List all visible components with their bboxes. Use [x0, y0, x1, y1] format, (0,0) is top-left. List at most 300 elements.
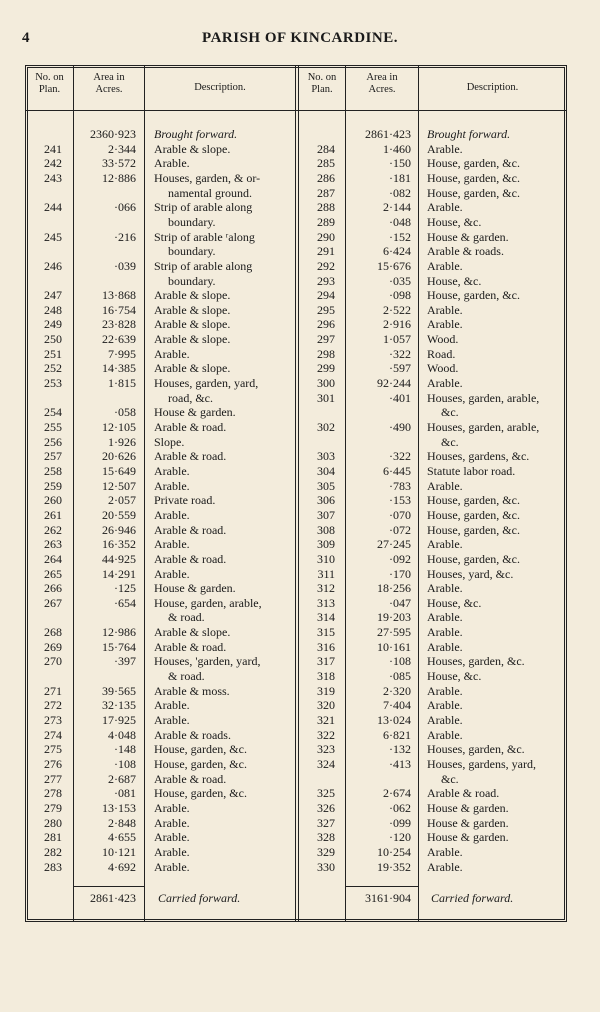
- description: Arable & road.: [154, 522, 227, 537]
- plan-number: 269: [44, 639, 62, 654]
- area-acres: 15·649: [102, 463, 136, 478]
- brought-forward-area: 2861·423: [365, 127, 411, 141]
- area-acres: 4·692: [108, 859, 136, 874]
- description: House, garden, &c.: [427, 493, 520, 508]
- plan-number: 244: [44, 200, 62, 215]
- area-acres: ·120: [389, 830, 411, 845]
- area-acres: 6·821: [383, 727, 411, 742]
- plan-number: 267: [44, 595, 62, 610]
- description: Private road.: [154, 493, 216, 508]
- carried-forward-label: Carried forward.: [158, 891, 241, 905]
- description: House & garden.: [154, 581, 236, 596]
- plan-number: 288: [317, 200, 335, 215]
- plan-number: 277: [44, 771, 62, 786]
- area-acres: ·783: [389, 478, 411, 493]
- plan-number: 270: [44, 654, 62, 669]
- plan-number: 265: [44, 566, 62, 581]
- plan-number: 272: [44, 698, 62, 713]
- area-acres: ·397: [114, 654, 136, 669]
- area-acres: 1·460: [383, 141, 411, 156]
- plan-number: 257: [44, 449, 62, 464]
- plan-number: 316: [317, 639, 335, 654]
- description: Arable & road.: [154, 449, 227, 464]
- plan-number: 294: [317, 288, 335, 303]
- plan-number: 246: [44, 258, 62, 273]
- plan-number: 247: [44, 288, 62, 303]
- description: Arable.: [154, 507, 190, 522]
- area-acres: 19·352: [377, 859, 411, 874]
- description: &c.: [441, 434, 459, 449]
- area-acres: ·153: [389, 493, 411, 508]
- area-acres: 13·024: [377, 713, 411, 727]
- description: Arable & roads.: [154, 727, 231, 742]
- description: Strip of arable along: [154, 258, 253, 273]
- area-acres: 1·057: [383, 332, 411, 347]
- area-acres: ·082: [389, 185, 411, 200]
- plan-number: 248: [44, 302, 62, 317]
- plan-number: 253: [44, 376, 62, 391]
- description: House, garden, &c.: [154, 756, 247, 771]
- description: Arable.: [427, 478, 463, 493]
- description: &c.: [441, 405, 459, 420]
- description: Arable.: [427, 376, 463, 391]
- plan-number: 324: [317, 756, 335, 771]
- area-acres: 19·203: [377, 610, 411, 625]
- area-acres: ·081: [114, 786, 136, 801]
- plan-number: 328: [317, 830, 335, 845]
- plan-number: 276: [44, 756, 62, 771]
- plan-number: 283: [44, 859, 62, 874]
- area-acres: ·132: [389, 742, 411, 757]
- plan-number: 304: [317, 463, 335, 478]
- description: Houses, garden, &c.: [427, 742, 525, 757]
- plan-number: 321: [317, 713, 335, 727]
- plan-number: 273: [44, 713, 62, 727]
- area-acres: ·108: [114, 756, 136, 771]
- description: Arable & slope.: [154, 302, 231, 317]
- plan-number: 268: [44, 625, 62, 640]
- description: Arable.: [154, 844, 190, 859]
- plan-number: 242: [44, 156, 62, 171]
- area-acres: 6·445: [383, 463, 411, 478]
- description: House, &c.: [427, 669, 482, 684]
- description: boundary.: [168, 244, 216, 259]
- area-acres: ·125: [114, 581, 136, 596]
- description: Arable & road.: [154, 551, 227, 566]
- plan-number: 271: [44, 683, 62, 698]
- description: Arable.: [154, 698, 190, 713]
- description: House, garden, &c.: [154, 786, 247, 801]
- plan-number: 317: [317, 654, 335, 669]
- plan-number: 318: [317, 669, 335, 684]
- area-acres: 1·926: [108, 434, 136, 449]
- area-acres: 12·886: [102, 170, 136, 185]
- plan-number: 280: [44, 815, 62, 830]
- description: Arable.: [427, 581, 463, 596]
- plan-number: 305: [317, 478, 335, 493]
- description: Arable.: [427, 713, 463, 727]
- description: Arable & roads.: [427, 244, 504, 259]
- plan-number: 326: [317, 800, 335, 815]
- description: House, &c.: [427, 214, 482, 229]
- area-acres: 2·674: [383, 786, 411, 801]
- description: Arable & road.: [154, 771, 227, 786]
- plan-number: 255: [44, 420, 62, 434]
- area-acres: ·108: [389, 654, 411, 669]
- description: & road.: [168, 669, 205, 684]
- header-no-on-plan-left: No. on Plan.: [35, 72, 64, 95]
- area-acres: 39·565: [102, 683, 136, 698]
- description: House, garden, &c.: [427, 170, 520, 185]
- brought-forward-area: 2360·923: [90, 127, 136, 141]
- plan-number: 298: [317, 346, 335, 361]
- description: House, &c.: [427, 273, 482, 288]
- area-acres: 18·256: [377, 581, 411, 596]
- header-area-left: Area in Acres.: [93, 72, 125, 95]
- description: Arable & slope.: [154, 317, 231, 332]
- area-acres: 27·595: [377, 625, 411, 640]
- plan-number: 302: [317, 420, 335, 434]
- plan-number: 293: [317, 273, 335, 288]
- area-acres: 15·676: [377, 258, 411, 273]
- column-divider: [144, 65, 145, 922]
- area-acres: 2·320: [383, 683, 411, 698]
- plan-number: 319: [317, 683, 335, 698]
- description: Arable.: [427, 537, 463, 552]
- area-acres: 14·291: [102, 566, 136, 581]
- area-acres: ·181: [389, 170, 411, 185]
- area-acres: 12·986: [102, 625, 136, 640]
- area-acres: 1·815: [108, 376, 136, 391]
- description: Arable.: [154, 156, 190, 171]
- area-acres: 14·385: [102, 361, 136, 376]
- description: Houses, garden, &c.: [427, 654, 525, 669]
- description: House & garden.: [427, 815, 509, 830]
- area-acres: ·066: [114, 200, 136, 215]
- area-acres: ·148: [114, 742, 136, 757]
- plan-number: 251: [44, 346, 62, 361]
- area-acres: 17·925: [102, 713, 136, 727]
- area-acres: 10·121: [102, 844, 136, 859]
- plan-number: 295: [317, 302, 335, 317]
- area-acres: ·035: [389, 273, 411, 288]
- plan-number: 278: [44, 786, 62, 801]
- area-acres: 2·687: [108, 771, 136, 786]
- carried-forward-area: 3161·904: [365, 891, 411, 905]
- plan-number: 263: [44, 537, 62, 552]
- description: road, &c.: [168, 390, 213, 405]
- area-acres: ·098: [389, 288, 411, 303]
- description: Arable.: [427, 302, 463, 317]
- plan-number: 264: [44, 551, 62, 566]
- total-rule-left: [73, 886, 144, 887]
- header-area-right: Area in Acres.: [366, 72, 398, 95]
- area-acres: ·047: [389, 595, 411, 610]
- carried-forward-area: 2861·423: [90, 891, 136, 905]
- area-acres: 2·522: [383, 302, 411, 317]
- plan-number: 261: [44, 507, 62, 522]
- area-acres: 6·424: [383, 244, 411, 259]
- plan-number: 252: [44, 361, 62, 376]
- description: Arable.: [427, 610, 463, 625]
- area-acres: ·070: [389, 507, 411, 522]
- area-acres: ·490: [389, 420, 411, 434]
- plan-number: 292: [317, 258, 335, 273]
- description: & road.: [168, 610, 205, 625]
- plan-number: 290: [317, 229, 335, 244]
- area-acres: ·413: [389, 756, 411, 771]
- plan-number: 325: [317, 786, 335, 801]
- plan-number: 330: [317, 859, 335, 874]
- description: Arable.: [427, 859, 463, 874]
- plan-number: 260: [44, 493, 62, 508]
- header-description-left: Description.: [194, 82, 246, 93]
- description: Arable.: [154, 463, 190, 478]
- description: Arable.: [154, 859, 190, 874]
- plan-number: 323: [317, 742, 335, 757]
- area-acres: 12·507: [102, 478, 136, 493]
- plan-number: 286: [317, 170, 335, 185]
- plan-number: 289: [317, 214, 335, 229]
- area-acres: 27·245: [377, 537, 411, 552]
- description: House, garden, &c.: [427, 185, 520, 200]
- area-acres: 26·946: [102, 522, 136, 537]
- plan-number: 306: [317, 493, 335, 508]
- area-acres: ·085: [389, 669, 411, 684]
- description: Arable.: [427, 698, 463, 713]
- description: Arable & slope.: [154, 625, 231, 640]
- area-acres: ·322: [389, 346, 411, 361]
- description: Arable.: [154, 830, 190, 845]
- description: House, garden, &c.: [427, 156, 520, 171]
- description: Arable.: [427, 639, 463, 654]
- area-acres: 23·828: [102, 317, 136, 332]
- description: House, garden, &c.: [154, 742, 247, 757]
- header-description-right: Description.: [466, 82, 519, 93]
- plan-number: 314: [317, 610, 335, 625]
- page-number: 4: [22, 30, 30, 46]
- description: Houses, gardens, &c.: [427, 449, 530, 464]
- column-divider: [418, 65, 419, 922]
- description: Arable & road.: [154, 639, 227, 654]
- description: House & garden.: [427, 800, 509, 815]
- area-acres: ·401: [389, 390, 411, 405]
- area-acres: 20·626: [102, 449, 136, 464]
- area-acres: 2·848: [108, 815, 136, 830]
- description: Arable.: [154, 800, 190, 815]
- plan-number: 282: [44, 844, 62, 859]
- description: Strip of arable ʳalong: [154, 229, 255, 244]
- description: Arable & moss.: [154, 683, 230, 698]
- description: Wood.: [427, 361, 459, 376]
- total-rule-right: [345, 886, 418, 887]
- description: Arable & road.: [154, 420, 227, 434]
- plan-number: 266: [44, 581, 62, 596]
- description: House, garden, &c.: [427, 288, 520, 303]
- description: namental ground.: [168, 185, 252, 200]
- area-acres: 92·244: [377, 376, 411, 391]
- area-acres: 7·404: [383, 698, 411, 713]
- description: Strip of arable along: [154, 200, 253, 215]
- plan-number: 258: [44, 463, 62, 478]
- area-acres: 10·161: [377, 639, 411, 654]
- area-acres: 44·925: [102, 551, 136, 566]
- description: Arable.: [154, 815, 190, 830]
- description: Arable.: [154, 478, 190, 493]
- area-acres: ·150: [389, 156, 411, 171]
- carried-forward-label: Carried forward.: [431, 891, 514, 905]
- plan-number: 303: [317, 449, 335, 464]
- description: Statute labor road.: [427, 463, 516, 478]
- plan-number: 254: [44, 405, 62, 420]
- area-acres: ·058: [114, 405, 136, 420]
- plan-number: 296: [317, 317, 335, 332]
- description: Road.: [427, 346, 456, 361]
- area-acres: 22·639: [102, 332, 136, 347]
- description: Arable.: [427, 683, 463, 698]
- header-no-on-plan-right: No. on Plan.: [307, 72, 337, 95]
- plan-number: 279: [44, 800, 62, 815]
- area-acres: 2·344: [108, 141, 136, 156]
- plan-number: 262: [44, 522, 62, 537]
- description: House, garden, &c.: [427, 507, 520, 522]
- description: Arable.: [154, 566, 190, 581]
- description: &c.: [441, 771, 459, 786]
- plan-number: 281: [44, 830, 62, 845]
- description: boundary.: [168, 273, 216, 288]
- description: Arable & slope.: [154, 288, 231, 303]
- area-acres: 33·572: [102, 156, 136, 171]
- area-acres: 20·559: [102, 507, 136, 522]
- description: Arable & slope.: [154, 361, 231, 376]
- area-acres: ·099: [389, 815, 411, 830]
- area-acres: 16·352: [102, 537, 136, 552]
- description: House, garden, &c.: [427, 522, 520, 537]
- description: Arable & slope.: [154, 141, 231, 156]
- description: Houses, garden, arable,: [427, 390, 540, 405]
- area-acres: ·170: [389, 566, 411, 581]
- description: Arable.: [427, 141, 463, 156]
- area-acres: 12·105: [102, 420, 136, 434]
- plan-number: 300: [317, 376, 335, 391]
- area-acres: ·072: [389, 522, 411, 537]
- description: Slope.: [154, 434, 185, 449]
- plan-number: 243: [44, 170, 62, 185]
- description: Houses, garden, arable,: [427, 420, 540, 434]
- plan-number: 309: [317, 537, 335, 552]
- area-acres: 10·254: [377, 844, 411, 859]
- plan-number: 315: [317, 625, 335, 640]
- description: Wood.: [427, 332, 459, 347]
- plan-number: 256: [44, 434, 62, 449]
- plan-number: 313: [317, 595, 335, 610]
- description: Arable.: [427, 727, 463, 742]
- area-acres: ·152: [389, 229, 411, 244]
- description: House & garden.: [427, 229, 509, 244]
- plan-number: 327: [317, 815, 335, 830]
- description: Arable.: [154, 537, 190, 552]
- description: boundary.: [168, 214, 216, 229]
- area-acres: 4·048: [108, 727, 136, 742]
- description: Houses, gardens, yard,: [427, 756, 536, 771]
- header-rule: [26, 110, 566, 111]
- plan-number: 284: [317, 141, 335, 156]
- description: Arable.: [427, 200, 463, 215]
- plan-number: 275: [44, 742, 62, 757]
- area-acres: 15·764: [102, 639, 136, 654]
- description: Arable & slope.: [154, 332, 231, 347]
- plan-number: 245: [44, 229, 62, 244]
- brought-forward-label: Brought forward.: [154, 127, 238, 141]
- area-acres: 13·868: [102, 288, 136, 303]
- plan-number: 287: [317, 185, 335, 200]
- plan-number: 320: [317, 698, 335, 713]
- description: Houses, 'garden, yard,: [154, 654, 261, 669]
- plan-number: 329: [317, 844, 335, 859]
- area-acres: ·092: [389, 551, 411, 566]
- plan-number: 250: [44, 332, 62, 347]
- area-acres: 7·995: [108, 346, 136, 361]
- description: House, garden, &c.: [427, 551, 520, 566]
- area-acres: ·597: [389, 361, 411, 376]
- description: Arable.: [427, 317, 463, 332]
- plan-number: 274: [44, 727, 62, 742]
- area-acres: 2·916: [383, 317, 411, 332]
- area-acres: 32·135: [102, 698, 136, 713]
- plan-number: 311: [317, 566, 335, 581]
- page-title: PARISH OF KINCARDINE.: [202, 30, 398, 46]
- area-acres: 2·144: [383, 200, 411, 215]
- area-acres: ·654: [114, 595, 136, 610]
- area-acres: 4·655: [108, 830, 136, 845]
- brought-forward-label: Brought forward.: [427, 127, 511, 141]
- plan-number: 308: [317, 522, 335, 537]
- plan-number: 259: [44, 478, 62, 493]
- plan-number: 241: [44, 141, 62, 156]
- area-acres: ·062: [389, 800, 411, 815]
- description: House, &c.: [427, 595, 482, 610]
- plan-number: 285: [317, 156, 335, 171]
- description: Arable.: [154, 713, 190, 727]
- description: House, garden, arable,: [154, 595, 262, 610]
- plan-number: 310: [317, 551, 335, 566]
- plan-number: 301: [317, 390, 335, 405]
- area-acres: ·216: [114, 229, 136, 244]
- description: Houses, yard, &c.: [427, 566, 514, 581]
- area-acres: 2·057: [108, 493, 136, 508]
- plan-number: 291: [317, 244, 335, 259]
- description: House & garden.: [427, 830, 509, 845]
- description: Arable.: [154, 346, 190, 361]
- plan-number: 312: [317, 581, 335, 596]
- plan-number: 297: [317, 332, 335, 347]
- area-acres: ·048: [389, 214, 411, 229]
- description: Houses, garden, & or-: [154, 170, 261, 185]
- description: Houses, garden, yard,: [154, 376, 259, 391]
- plan-number: 322: [317, 727, 335, 742]
- plan-number: 249: [44, 317, 62, 332]
- area-acres: ·039: [114, 258, 136, 273]
- description: Arable.: [427, 258, 463, 273]
- description: Arable & road.: [427, 786, 500, 801]
- plan-number: 299: [317, 361, 335, 376]
- description: Arable.: [427, 844, 463, 859]
- area-acres: ·322: [389, 449, 411, 464]
- area-acres: 13·153: [102, 800, 136, 815]
- description: Arable.: [427, 625, 463, 640]
- area-acres: 16·754: [102, 302, 136, 317]
- plan-number: 307: [317, 507, 335, 522]
